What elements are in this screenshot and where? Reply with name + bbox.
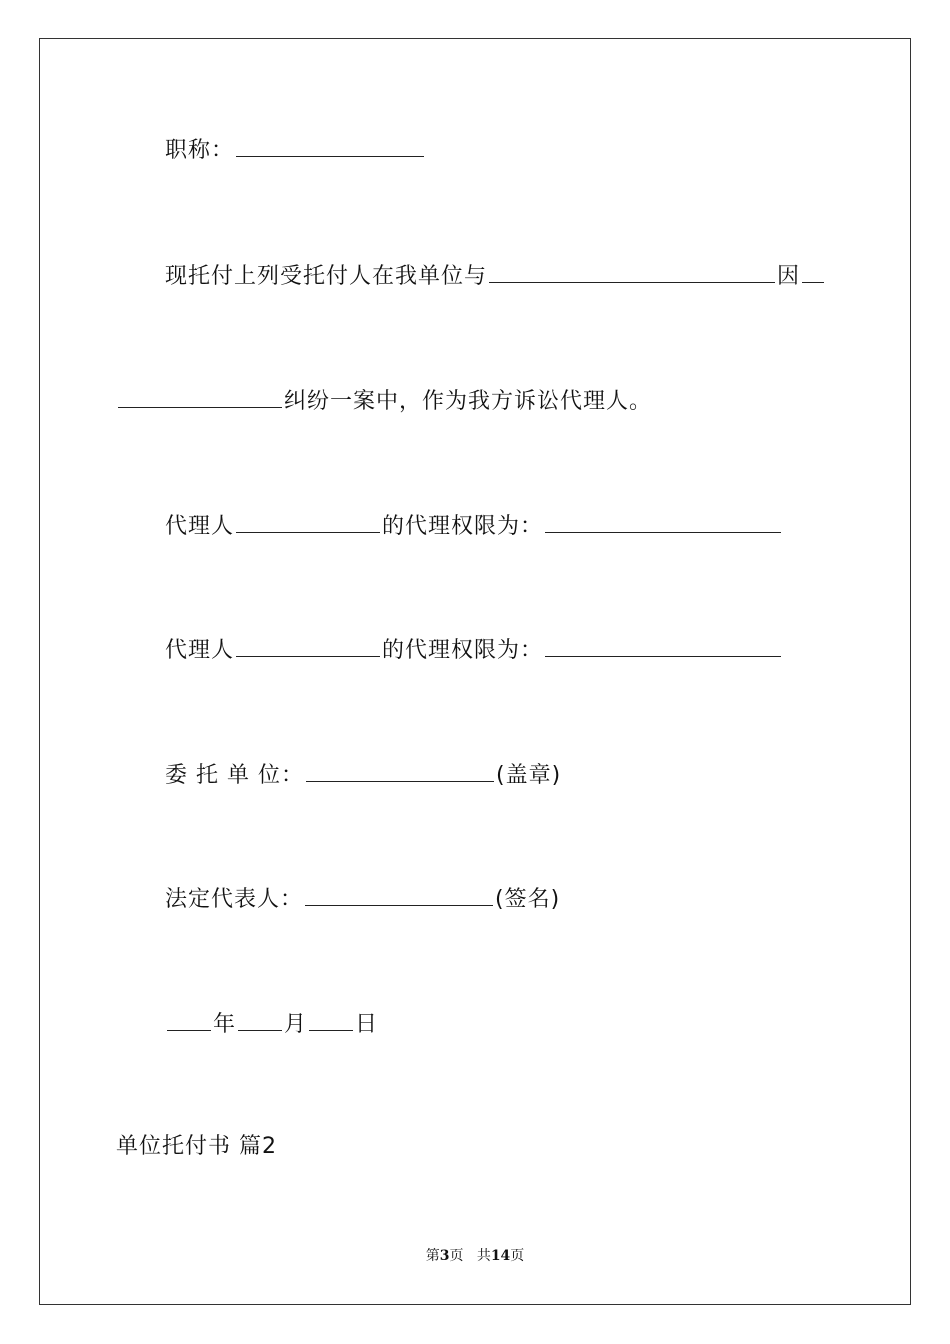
agent-1-middle: 的代理权限为： [382,514,544,539]
agent-1-name-blank [236,510,380,533]
date-line [165,1008,378,1040]
agent-2-middle: 的代理权限为： [382,638,544,663]
unit-label: 委 托 单 位： [165,763,304,788]
unit-blank [306,759,494,782]
total-pages: 14 [490,1248,511,1264]
agent-1-authority-blank [545,510,781,533]
agent-line-1 [165,510,783,542]
entrust-text: 现托付上列受托付人在我单位与 [165,264,488,289]
section-heading: 单位托付书 篇2 [116,1134,277,1159]
page-suffix: 页 [449,1248,464,1264]
entrust-line [165,260,826,292]
counterparty-blank [489,260,775,283]
page-number: 3 [439,1248,450,1264]
agent-2-prefix: 代理人 [165,638,235,663]
legal-rep-label: 法定代表人： [165,887,304,912]
unit-line [165,759,561,791]
month-label: 月 [284,1012,308,1037]
cause-blank-start [802,260,824,283]
legal-rep-blank [305,883,493,906]
agent-1-prefix: 代理人 [165,514,235,539]
agent-line-2 [165,634,783,666]
day-label: 日 [355,1012,379,1037]
legal-rep-line [165,883,560,915]
page-prefix: 第 [425,1248,440,1264]
total-suffix: 页 [510,1248,525,1264]
year-blank [167,1008,211,1031]
page-frame [39,38,911,1305]
total-prefix: 共 [476,1248,491,1264]
dispute-line [116,385,652,417]
page-footer [0,1246,950,1266]
agent-2-name-blank [236,634,380,657]
legal-rep-note: (签名) [495,887,561,912]
agent-2-authority-blank [545,634,781,657]
entrust-suffix: 因 [777,264,801,289]
cause-blank [118,385,282,408]
title-line [165,134,426,166]
day-blank [309,1008,353,1031]
unit-note: (盖章) [495,763,562,788]
title-label: 职称： [165,138,235,163]
dispute-text: 纠纷一案中，作为我方诉讼代理人。 [284,389,653,414]
year-label: 年 [213,1012,237,1037]
title-blank [236,134,424,157]
month-blank [238,1008,282,1031]
